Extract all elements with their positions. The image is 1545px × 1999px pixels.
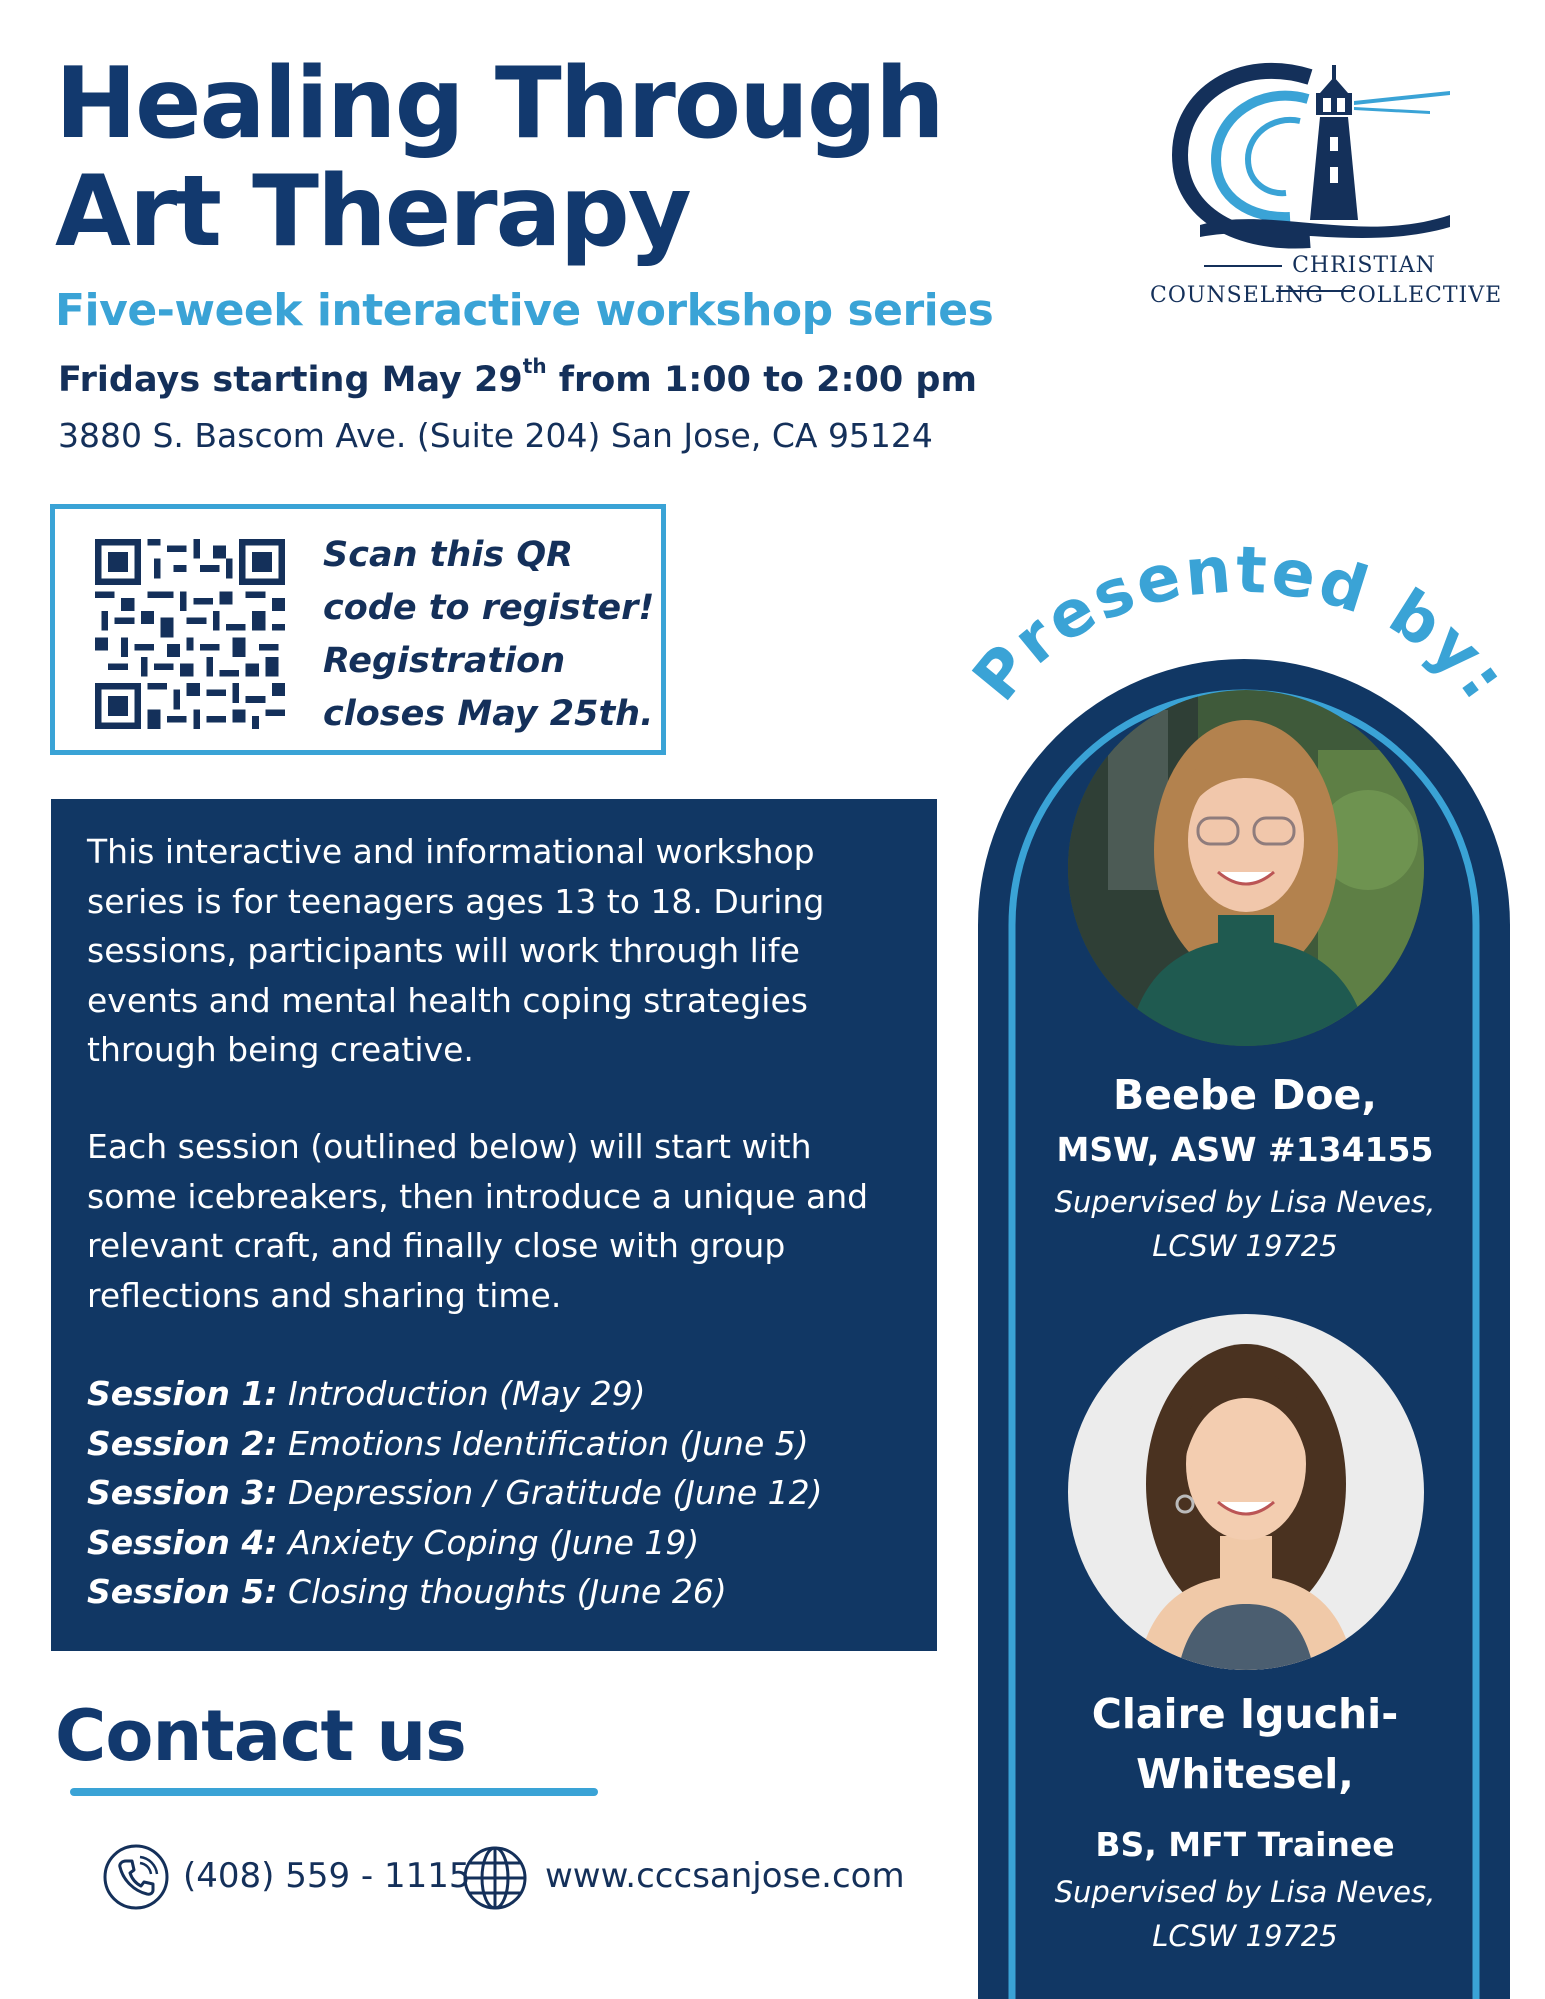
description-paragraph-2: Each session (outlined below) will start with some icebreakers, then introduce a unique and relevant craft, and finally close with group reflections and sharing time. [87,1127,869,1315]
presenter-photo-beebe [1068,690,1424,1046]
logo-text-bottom: COUNSELING COLLECTIVE [1150,283,1503,308]
title-line-1: Healing Through [55,47,943,161]
presenter-name: Beebe Doe, [1113,1071,1377,1119]
presenter-supervision [1000,1180,1490,1268]
subtitle: Five-week interactive workshop series [55,285,994,336]
supervision-line-2: LCSW 19725 [1152,1919,1338,1953]
presenter-name [1000,1684,1490,1804]
portrait-image-icon [1068,1314,1424,1670]
schedule-main: Fridays starting May 29 [58,360,523,400]
contact-heading: Contact us [55,1695,466,1777]
registration-line-4: closes May 25th. [323,694,654,734]
registration-line-2: code to register! [323,588,655,628]
session-label: Session 4: [87,1522,278,1562]
workshop-description-panel [51,799,937,1651]
website-link[interactable]: www.cccsanjose.com [545,1856,905,1896]
lighthouse-logo-icon [1160,55,1470,250]
session-title: Closing thoughts (June 26) [277,1572,727,1611]
session-title: Anxiety Coping (June 19) [277,1522,700,1562]
session-item [87,1419,823,1469]
portrait-image-icon [1068,690,1424,1046]
contact-divider [70,1788,598,1796]
schedule-ordinal: th [522,354,547,378]
supervision-line-1: Supervised by Lisa Neves, [1054,1875,1436,1909]
logo-name-christian: CHRISTIAN [1292,253,1436,278]
schedule-time: from 1:00 to 2:00 pm [546,360,977,400]
presenter-name-line-1: Claire Iguchi- [1091,1690,1399,1738]
session-title: Emotions Identification (June 5) [277,1423,809,1463]
phone-number[interactable]: (408) 559 - 1115 [183,1856,471,1896]
presenter-supervision [1000,1870,1490,1958]
session-item [87,1369,823,1419]
registration-line-3: Registration [323,641,566,681]
description-paragraph-1: This interactive and informational workshop series is for teenagers ages 13 to 18. During sessions, participants will work through life events and mental health coping strategies through being creative. [87,832,825,1069]
globe-icon [462,1845,528,1911]
session-label: Session 1: [87,1374,278,1413]
registration-line-1: Scan this QR [323,535,574,575]
session-item [87,1567,823,1617]
address-text: 3880 S. Bascom Ave. (Suite 204) San Jose, CA 95124 [58,416,933,455]
presenter-photo-claire [1068,1314,1424,1670]
session-list [87,1369,823,1617]
presenter-name-line-2: Whitesel, [1136,1750,1354,1798]
session-label: Session 3: [87,1473,278,1512]
session-label: Session 2: [87,1423,278,1463]
session-item [87,1518,823,1568]
session-title: Depression / Gratitude (June 12) [277,1473,823,1512]
presenter-credentials: MSW, ASW #134155 [1056,1130,1434,1169]
session-label: Session 5: [87,1572,278,1611]
session-item [87,1468,823,1518]
phone-icon [102,1843,170,1911]
supervision-line-2: LCSW 19725 [1152,1229,1338,1263]
registration-box [50,504,666,755]
supervision-line-1: Supervised by Lisa Neves, [1054,1185,1436,1219]
schedule-text [58,354,977,400]
qr-code-icon[interactable] [95,539,285,729]
session-title: Introduction (May 29) [277,1374,646,1413]
title-line-2: Art Therapy [55,155,690,269]
registration-instructions [323,529,654,741]
presented-by-heading: Presented by: [959,540,1522,715]
organization-logo [1150,55,1503,315]
presenter-credentials: BS, MFT Trainee [1095,1825,1395,1864]
page-title [55,47,955,269]
